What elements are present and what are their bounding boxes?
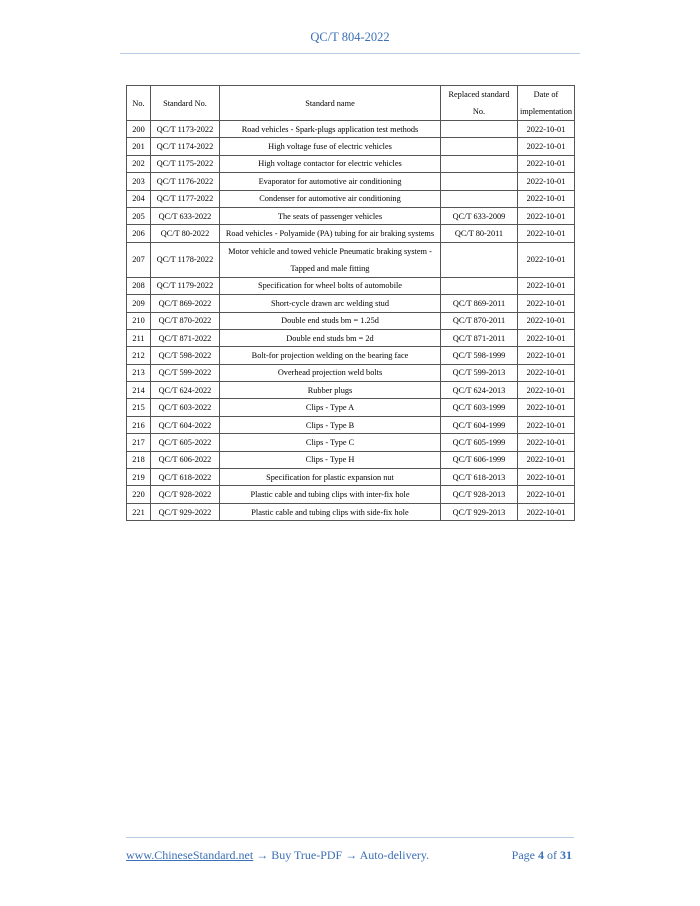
cell-standard-no: QC/T 598-2022 xyxy=(151,347,220,364)
cell-standard-name: The seats of passenger vehicles xyxy=(220,207,441,224)
table-row xyxy=(127,329,575,346)
cell-standard-no: QC/T 1175-2022 xyxy=(151,155,220,172)
cell-standard-no: QC/T 1174-2022 xyxy=(151,138,220,155)
cell-date: 2022-10-01 xyxy=(518,138,575,155)
cell-standard-name: Clips - Type B xyxy=(220,416,441,433)
table-row xyxy=(127,451,575,468)
table-row xyxy=(127,312,575,329)
cell-no: 218 xyxy=(127,451,151,468)
header-standard-name: Standard name xyxy=(220,86,441,121)
cell-standard-name: Rubber plugs xyxy=(220,382,441,399)
delivery-text: Auto-delivery. xyxy=(359,848,430,862)
cell-standard-no: QC/T 1179-2022 xyxy=(151,277,220,294)
cell-replaced-standard: QC/T 604-1999 xyxy=(441,416,518,433)
cell-standard-name: Specification for wheel bolts of automobile xyxy=(220,277,441,294)
cell-standard-name: Bolt-for projection welding on the bearing face xyxy=(220,347,441,364)
cell-standard-name: Clips - Type A xyxy=(220,399,441,416)
cell-standard-name: Clips - Type H xyxy=(220,451,441,468)
cell-date: 2022-10-01 xyxy=(518,364,575,381)
cell-standard-no: QC/T 618-2022 xyxy=(151,469,220,486)
cell-date: 2022-10-01 xyxy=(518,207,575,224)
cell-standard-no: QC/T 605-2022 xyxy=(151,434,220,451)
page-indicator xyxy=(512,848,572,863)
cell-date: 2022-10-01 xyxy=(518,277,575,294)
cell-date: 2022-10-01 xyxy=(518,329,575,346)
table-row xyxy=(127,155,575,172)
cell-date: 2022-10-01 xyxy=(518,486,575,503)
table-row xyxy=(127,382,575,399)
table-row xyxy=(127,503,575,520)
cell-replaced-standard: QC/T 80-2011 xyxy=(441,225,518,242)
cell-date: 2022-10-01 xyxy=(518,416,575,433)
table-row xyxy=(127,242,575,277)
page-total: 31 xyxy=(560,848,572,862)
arrow-icon: → xyxy=(256,848,269,862)
cell-standard-name: Double end studs bm = 1.25d xyxy=(220,312,441,329)
cell-date: 2022-10-01 xyxy=(518,155,575,172)
cell-replaced-standard: QC/T 871-2011 xyxy=(441,329,518,346)
cell-date: 2022-10-01 xyxy=(518,347,575,364)
cell-no: 200 xyxy=(127,121,151,138)
cell-date: 2022-10-01 xyxy=(518,225,575,242)
table-row xyxy=(127,207,575,224)
cell-replaced-standard xyxy=(441,138,518,155)
table-header-row xyxy=(127,86,575,121)
header-date-of-implementation: Date of implementation xyxy=(518,86,575,121)
cell-date: 2022-10-01 xyxy=(518,121,575,138)
cell-standard-no: QC/T 604-2022 xyxy=(151,416,220,433)
cell-replaced-standard xyxy=(441,173,518,190)
cell-replaced-standard: QC/T 599-2013 xyxy=(441,364,518,381)
header-standard-no: Standard No. xyxy=(151,86,220,121)
cell-standard-no: QC/T 624-2022 xyxy=(151,382,220,399)
table-row xyxy=(127,190,575,207)
table-row xyxy=(127,486,575,503)
of-label: of xyxy=(547,848,557,862)
cell-date: 2022-10-01 xyxy=(518,399,575,416)
cell-standard-name: Condenser for automotive air conditioning xyxy=(220,190,441,207)
cell-no: 210 xyxy=(127,312,151,329)
standards-table xyxy=(126,85,575,521)
cell-standard-name: Plastic cable and tubing clips with inter-fix hole xyxy=(220,486,441,503)
cell-standard-name: Motor vehicle and towed vehicle Pneumatic braking system - Tapped and male fitting xyxy=(220,242,441,277)
cell-standard-name: Road vehicles - Spark-plugs application test methods xyxy=(220,121,441,138)
cell-standard-no: QC/T 1177-2022 xyxy=(151,190,220,207)
cell-standard-no: QC/T 80-2022 xyxy=(151,225,220,242)
cell-standard-no: QC/T 1173-2022 xyxy=(151,121,220,138)
cell-no: 204 xyxy=(127,190,151,207)
table-body xyxy=(127,121,575,521)
table-row xyxy=(127,173,575,190)
cell-standard-name: Specification for plastic expansion nut xyxy=(220,469,441,486)
cell-replaced-standard: QC/T 869-2011 xyxy=(441,295,518,312)
cell-date: 2022-10-01 xyxy=(518,382,575,399)
table-row xyxy=(127,347,575,364)
cell-date: 2022-10-01 xyxy=(518,503,575,520)
cell-no: 221 xyxy=(127,503,151,520)
cell-no: 212 xyxy=(127,347,151,364)
table-row xyxy=(127,295,575,312)
cell-replaced-standard: QC/T 605-1999 xyxy=(441,434,518,451)
cell-date: 2022-10-01 xyxy=(518,173,575,190)
cell-no: 202 xyxy=(127,155,151,172)
arrow-icon: → xyxy=(345,848,358,862)
table-row xyxy=(127,416,575,433)
cell-no: 201 xyxy=(127,138,151,155)
page-header-doc-code: QC/T 804-2022 xyxy=(310,30,390,44)
cell-replaced-standard xyxy=(441,277,518,294)
cell-date: 2022-10-01 xyxy=(518,434,575,451)
cell-replaced-standard xyxy=(441,121,518,138)
table-row xyxy=(127,469,575,486)
site-link[interactable]: www.ChineseStandard.net xyxy=(126,848,254,862)
cell-no: 213 xyxy=(127,364,151,381)
cell-no: 206 xyxy=(127,225,151,242)
cell-standard-no: QC/T 870-2022 xyxy=(151,312,220,329)
cell-date: 2022-10-01 xyxy=(518,451,575,468)
cell-date: 2022-10-01 xyxy=(518,190,575,207)
cell-no: 205 xyxy=(127,207,151,224)
cell-standard-name: Double end studs bm = 2d xyxy=(220,329,441,346)
cell-standard-name: High voltage fuse of electric vehicles xyxy=(220,138,441,155)
cell-no: 219 xyxy=(127,469,151,486)
table-row xyxy=(127,399,575,416)
table-row xyxy=(127,138,575,155)
cell-no: 216 xyxy=(127,416,151,433)
cell-replaced-standard: QC/T 603-1999 xyxy=(441,399,518,416)
footer-divider xyxy=(126,837,574,838)
header-replaced-standard: Replaced standard No. xyxy=(441,86,518,121)
table-row xyxy=(127,225,575,242)
table-row xyxy=(127,121,575,138)
cell-replaced-standard: QC/T 598-1999 xyxy=(441,347,518,364)
cell-replaced-standard xyxy=(441,190,518,207)
cell-no: 203 xyxy=(127,173,151,190)
cell-no: 208 xyxy=(127,277,151,294)
cell-standard-no: QC/T 1176-2022 xyxy=(151,173,220,190)
cell-standard-no: QC/T 929-2022 xyxy=(151,503,220,520)
footer-promo xyxy=(126,848,429,863)
cell-replaced-standard: QC/T 870-2011 xyxy=(441,312,518,329)
cell-standard-name: Road vehicles - Polyamide (PA) tubing for air braking systems xyxy=(220,225,441,242)
cell-standard-no: QC/T 869-2022 xyxy=(151,295,220,312)
buy-link[interactable]: Buy True-PDF xyxy=(271,848,343,862)
cell-no: 215 xyxy=(127,399,151,416)
cell-date: 2022-10-01 xyxy=(518,242,575,277)
header-no: No. xyxy=(127,86,151,121)
cell-no: 211 xyxy=(127,329,151,346)
cell-replaced-standard: QC/T 618-2013 xyxy=(441,469,518,486)
cell-replaced-standard: QC/T 929-2013 xyxy=(441,503,518,520)
cell-standard-name: Evaporator for automotive air conditioning xyxy=(220,173,441,190)
cell-replaced-standard: QC/T 624-2013 xyxy=(441,382,518,399)
cell-replaced-standard: QC/T 606-1999 xyxy=(441,451,518,468)
cell-standard-name: Overhead projection weld bolts xyxy=(220,364,441,381)
cell-standard-no: QC/T 633-2022 xyxy=(151,207,220,224)
cell-standard-name: Short-cycle drawn arc welding stud xyxy=(220,295,441,312)
cell-no: 209 xyxy=(127,295,151,312)
cell-replaced-standard: QC/T 928-2013 xyxy=(441,486,518,503)
cell-standard-name: Clips - Type C xyxy=(220,434,441,451)
cell-standard-no: QC/T 928-2022 xyxy=(151,486,220,503)
cell-no: 207 xyxy=(127,242,151,277)
page-number: 4 xyxy=(538,848,544,862)
cell-replaced-standard xyxy=(441,155,518,172)
cell-standard-no: QC/T 1178-2022 xyxy=(151,242,220,277)
cell-standard-no: QC/T 606-2022 xyxy=(151,451,220,468)
cell-replaced-standard: QC/T 633-2009 xyxy=(441,207,518,224)
table-row xyxy=(127,364,575,381)
cell-standard-name: High voltage contactor for electric vehicles xyxy=(220,155,441,172)
cell-no: 217 xyxy=(127,434,151,451)
cell-standard-no: QC/T 603-2022 xyxy=(151,399,220,416)
cell-standard-no: QC/T 871-2022 xyxy=(151,329,220,346)
table-row xyxy=(127,434,575,451)
cell-date: 2022-10-01 xyxy=(518,295,575,312)
header-divider xyxy=(120,53,580,54)
table-row xyxy=(127,277,575,294)
cell-standard-name: Plastic cable and tubing clips with side-fix hole xyxy=(220,503,441,520)
page-label: Page xyxy=(511,848,535,862)
cell-standard-no: QC/T 599-2022 xyxy=(151,364,220,381)
cell-date: 2022-10-01 xyxy=(518,469,575,486)
cell-replaced-standard xyxy=(441,242,518,277)
cell-no: 220 xyxy=(127,486,151,503)
cell-date: 2022-10-01 xyxy=(518,312,575,329)
cell-no: 214 xyxy=(127,382,151,399)
